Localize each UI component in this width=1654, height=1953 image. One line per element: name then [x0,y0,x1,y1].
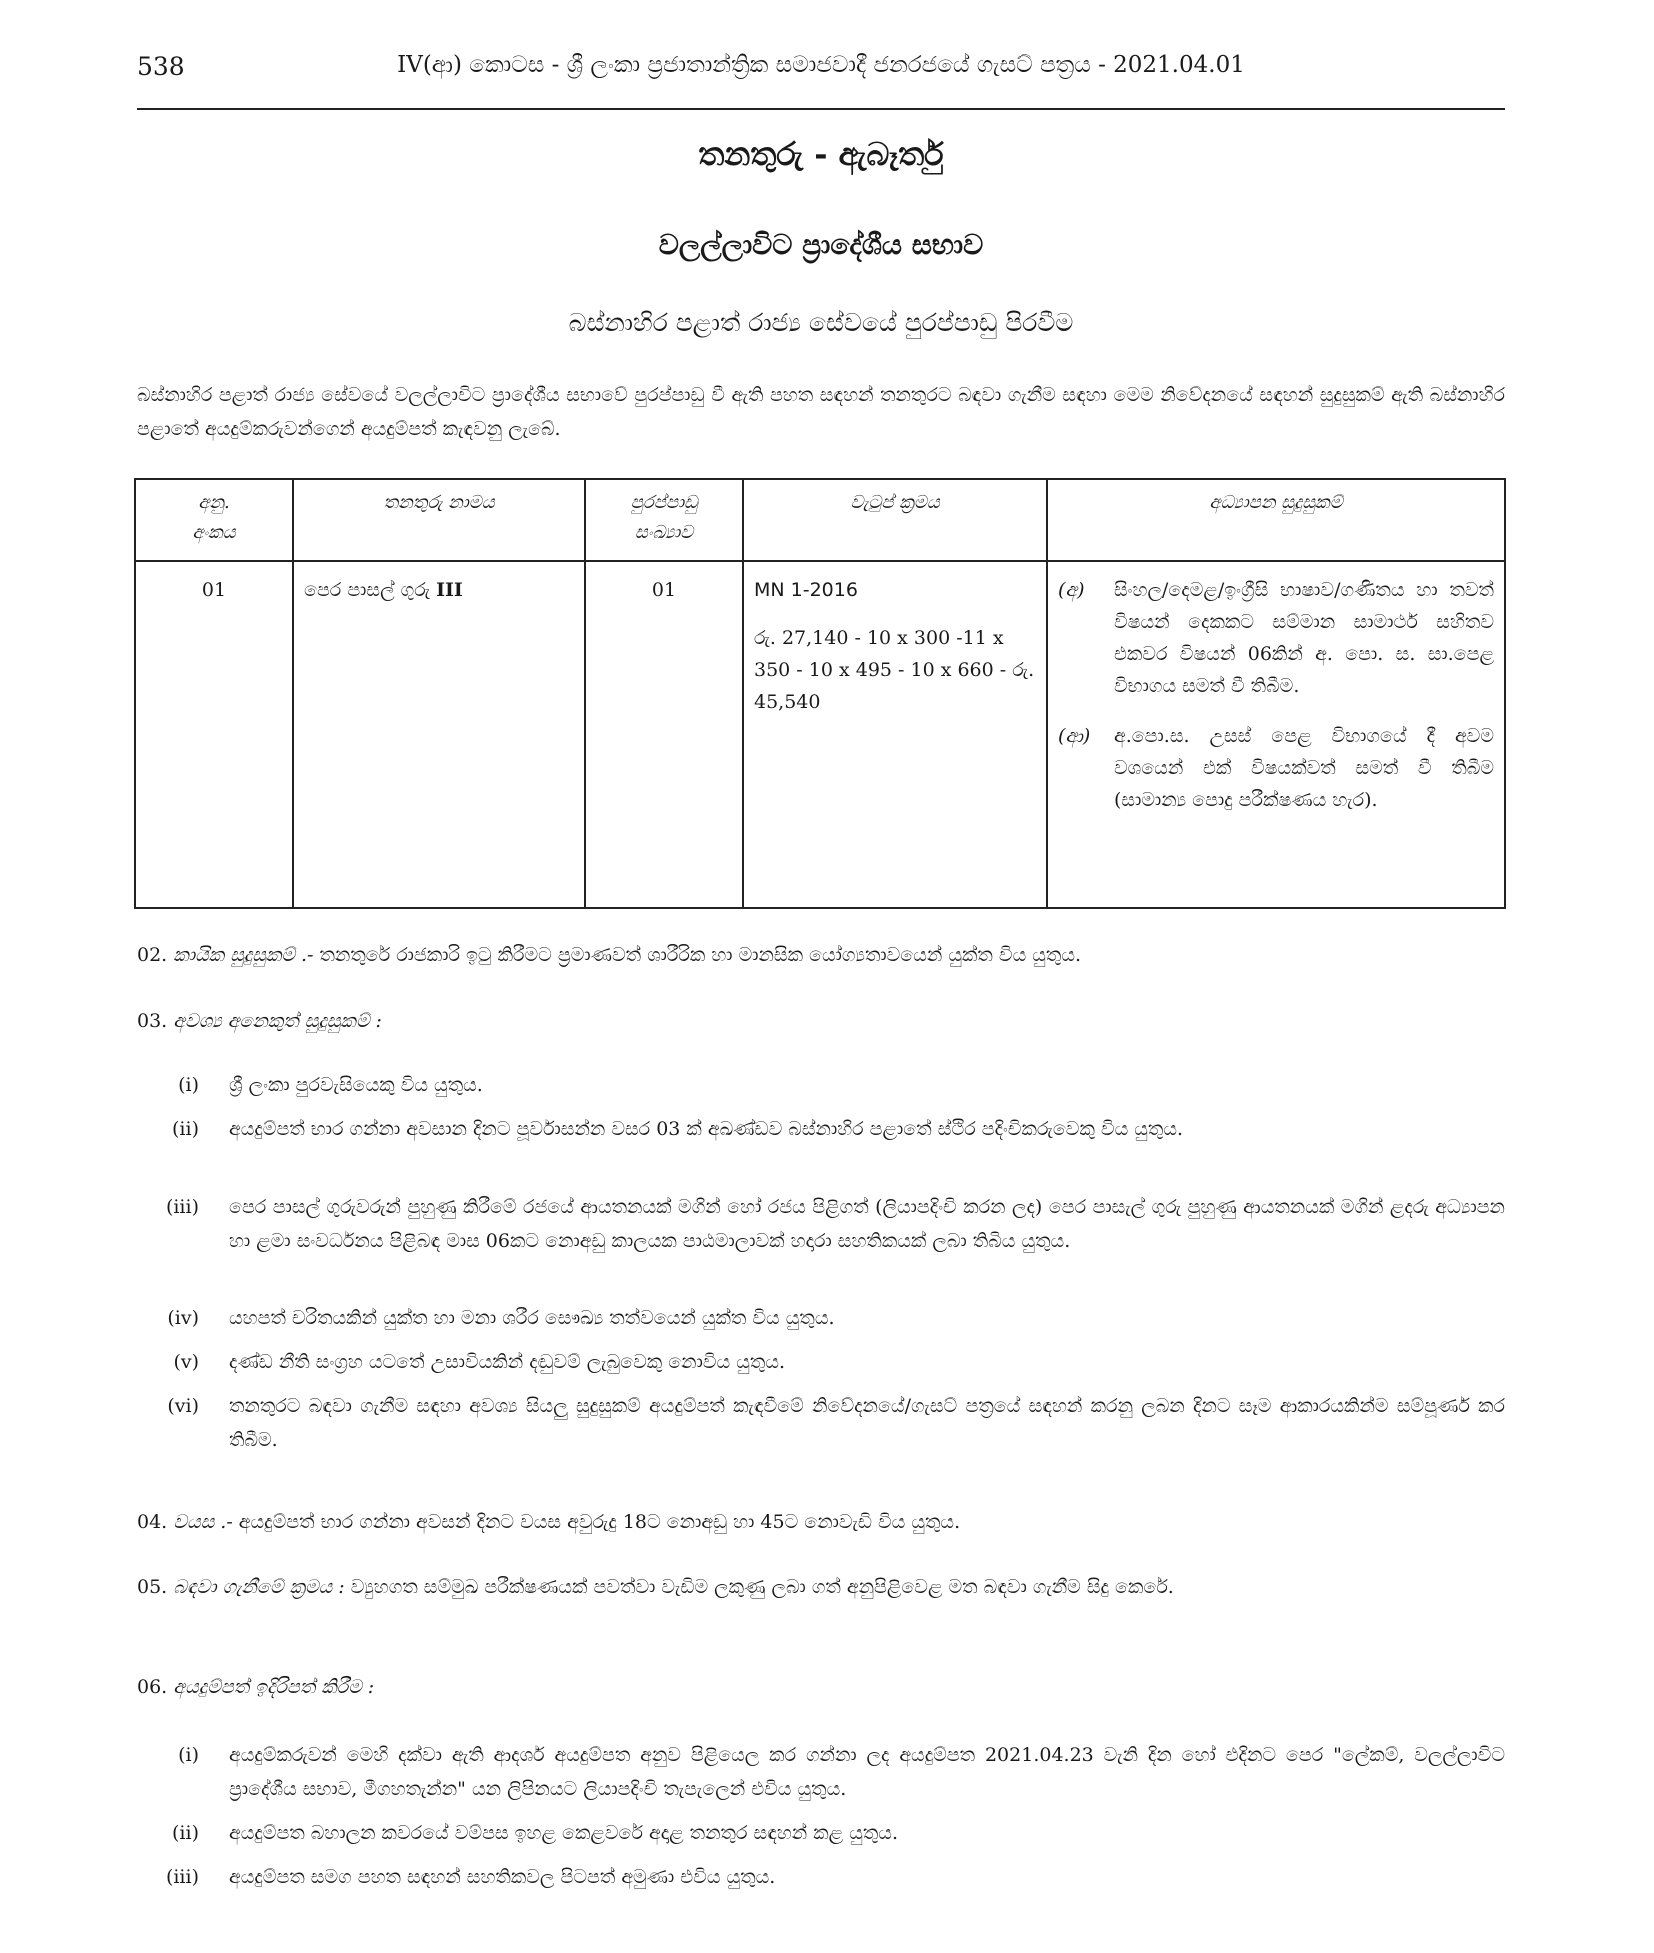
cell-qualifications [1047,561,1505,908]
gazette-title: IV(ආ) කොටස - ශ්‍රී ලංකා ප්‍රජාතාන්ත්‍රික සමාජවාදී ජනරජයේ ගැසට් පත්‍රය - 2021.04.01 [397,52,1245,78]
notice-subheading: බස්නාහිර පළාත් රාජ්‍ය සේවයේ පුරප්පාඩු පිරවීම [568,308,1074,337]
notice-heading: තනතුරු - ඇබෑර්තු [698,135,944,173]
section-05: 05. බඳවා ගැනීමේ ක්‍රමය : ව්‍යුහගත සම්මුඛ පරීක්ෂණයක් පවත්වා වැඩිම ලකුණු ලබා ගත් අනුපිළිවෙළ මත බඳවා ගැනීම සිදු කෙරේ. [137,1576,1174,1598]
cell-vacancies: 01 [585,561,743,908]
section-02: 02. කායික සුදුසුකම් .- තනතුරේ රාජකාරි ඉටු කිරීමට ප්‍රමාණවත් ශාරීරික හා මානසික යෝග්‍යතාවයෙන් යුක්ත විය යුතුය. [137,944,1082,966]
post-grade: III [436,579,463,601]
salary-code: MN 1-2016 [754,579,858,601]
table-header-row [135,479,1505,561]
cell-number: 01 [135,561,293,908]
header-divider [137,108,1505,110]
salary-scale: රු. 27,140 - 10 x 300 -11 x 350 - 10 x 495 - 10 x 660 - රු. 45,540 [754,627,1035,713]
intro-paragraph: බස්නාහිර පළාත් රාජ්‍ය සේවයේ වලල්ලාවිට ප්‍රාදේශීය සභාවේ පුරප්පාඩු වී ඇති පහත සඳහන් තනතුරට බඳවා ගැනීම සඳහා මෙම නිවේදනයේ සඳහන් සුදුසුකම් ඇති බස්නාහිර පළාතේ අයදුම්කරුවන්ගෙන් අයදුම්පත් කැඳවනු ලැබේ. [137,384,1505,440]
table-row [135,561,1505,908]
cell-salary [743,561,1047,908]
page-header [137,52,1505,88]
vacancy-table [134,478,1506,909]
page-number: 538 [137,52,185,81]
section-03: 03. අවශ්‍ය අනෙකුත් සුදුසුකම් : [137,1010,382,1032]
section-04: 04. වයස .- අයදුම්පත් භාර ගන්නා අවසන් දිනට වයස අවුරුදු 18ට නොඅඩු හා 45ට නොවැඩි විය යුතුය. [137,1511,961,1533]
col-header-salary: වැටුප් ක්‍රමය [743,479,1047,561]
col-header-number: අනු. අංකය [135,479,293,561]
section-06: 06. අයදුම්පත් ඉදිරිපත් කිරීම : [137,1676,375,1698]
col-header-qualifications: අධ්‍යාපන සුදුසුකම් [1047,479,1505,561]
gazette-page: 538 IV(ආ) කොටස - ශ්‍රී ලංකා ප්‍රජාතාන්ත්‍රික සමාජවාදී ජනරජයේ ගැසට් පත්‍රය - 2021.04.01 තනතුරු - ඇබෑර්තු වලල්ලාවිට ප්‍රාදේශීය සභාව බස්නාහිර පළාත් රාජ්‍ය සේවයේ පුරප්පාඩු පිරවීම බස්නාහිර පළාත් රාජ්‍ය සේවයේ වලල්ලාවිට ප්‍රාදේශීය සභාවේ පුරප්පාඩු වී ඇති පහත සඳහන් තනතුරට බඳවා ගැනීම සඳහා මෙම නිවේදනයේ සඳහන් සුදුසුකම් ඇති බස්නාහිර පළාතේ අයදුම්කරුවන්ගෙන් අයදුම්පත් කැඳවනු ලැබේ. අනු. අංකය තනතුරු නාමය පුරප්පාඩු සංඛ්‍යාව වැටුප් ක්‍රමය අධ්‍යාපන සුදුසුකම් 01 පෙර පාසල් ගුරු III 01 MN 1-2016 රු. 27,140 - 10 x 300 -11 x 350 - 10 x 495 - 10 x 660 - රු. 45,540 (අ) සිංහල/දෙමළ/ඉංග්‍රීසි භාෂාව/ගණිතය හා තවත් විෂයන් දෙකකට සම්මාන සාමාර්ථ සහිතව එකවර විෂයන් 06කින් අ. පො. ස. සා.පෙළ විභාගය සමත් වී තිබීම. (ආ) අ.පො.ස. උසස් පෙළ විභාගයේ දී අවම වශයෙන් එක් විෂයක්වත් සමත් වී තිබීම (සාමාන්‍ය පොදු පරීක්ෂණය හැර). 02. කායික සුදුසුකම් .- තනතුරේ රාජකාරි ඉටු කිරීමට ප්‍රමාණවත් ශාරීරික හා මානසික යෝග්‍යතාවයෙන් යුක්ත විය යුතුය. 03. අවශ්‍ය අනෙකුත් සුදුසුකම් : (i) ශ්‍රී ලංකා පුරවැසියෙකු විය යුතුය. (ii) අයදුම්පත් භාර ගන්නා අවසාන දිනට පූර්වාසන්න වසර 03 ක් අඛණ්ඩව බස්නාහිර පළාතේ ස්ථිර පදිංචිකරුවෙකු විය යුතුය. (iii) පෙර පාසල් ගුරුවරුන් පුහුණු කිරීමේ රජයේ ආයතනයක් මගින් හෝ රජය පිළිගත් (ලියාපදිංචි කරන ලද) පෙර පාසැල් ගුරු පුහුණු ආයතනයක් මගින් ළදරු අධ්‍යාපන හා ළමා සංවර්ධනය පිළිබඳ මාස 06කට නොඅඩු කාලයක පාඨමාලාවක් හදාරා සහතිකයක් ලබා තිබිය යුතුය. (iv) යහපත් චරිතයකින් යුක්ත හා මනා ශරීර සෞඛ්‍ය තත්වයෙන් යුක්ත විය යුතුය. (v) දණ්ඩ නීති සංග්‍රහ යටතේ උසාවියකින් දඬුවම් ලැබුවෙකු නොවිය යුතුය. (vi) තනතුරට බඳවා ගැනීම සඳහා අවශ්‍ය සියලු සුදුසුකම් අයදුම්පත් කැඳවීමේ නිවේදනයේ/ගැසට් පත්‍රයේ සඳහන් කරනු ලබන දිනට සෑම ආකාරයකින්ම සම්පූර්ණ කර තිබීම. 04. වයස .- අයදුම්පත් භාර ගන්නා අවසන් දිනට වයස අවුරුදු 18ට නොඅඩු හා 45ට නොවැඩි විය යුතුය. 05. බඳවා ගැනීමේ ක්‍රමය : ව්‍යුහගත සම්මුඛ පරීක්ෂණයක් පවත්වා වැඩිම ලකුණු ලබා ගත් අනුපිළිවෙළ මත බඳවා ගැනීම සිදු කෙරේ. 06. අයදුම්පත් ඉදිරිපත් කිරීම : (i) අයදුම්කරුවන් මෙහි දක්වා ඇති ආදර්ශ අයදුම්පත අනුව පිළියෙල කර ගන්නා ලද අයදුම්පත 2021.04.23 වැනි දින හෝ එදිනට පෙර "ලේකම්, වලල්ලාවිට ප්‍රාදේශීය සභාව, මීගහතැන්න" යන ලිපිනයට ලියාපදිංචි තැපැලෙන් එවිය යුතුය. (ii) අයදුම්පත බහාලන කවරයේ වම්පස ඉහළ කෙළවරේ අදාළ තනතුර සඳහන් කළ යුතුය. (iii) අයදුම්පත සමග පහත සඳහන් සහතිකවල පිටපත් අමුණා එවිය යුතුය. [0,0,1654,1953]
col-header-vacancies: පුරප්පාඩු සංඛ්‍යාව [585,479,743,561]
col-header-post: තනතුරු නාමය [293,479,585,561]
cell-post: පෙර පාසල් ගුරු III [293,561,585,908]
qualification-b: (ආ) අ.පො.ස. උසස් පෙළ විභාගයේ දී අවම වශයෙන් එක් විෂයක්වත් සමත් වී තිබීම (සාමාන්‍ය පොදු පරීක්ෂණය හැර). [1058,725,1494,811]
council-name: වලල්ලාවිට ප්‍රාදේශීය සභාව [658,228,984,261]
qualification-a: (අ) සිංහල/දෙමළ/ඉංග්‍රීසි භාෂාව/ගණිතය හා තවත් විෂයන් දෙකකට සම්මාන සාමාර්ථ සහිතව එකවර විෂයන් 06කින් අ. පො. ස. සා.පෙළ විභාගය සමත් වී තිබීම. [1058,579,1494,697]
